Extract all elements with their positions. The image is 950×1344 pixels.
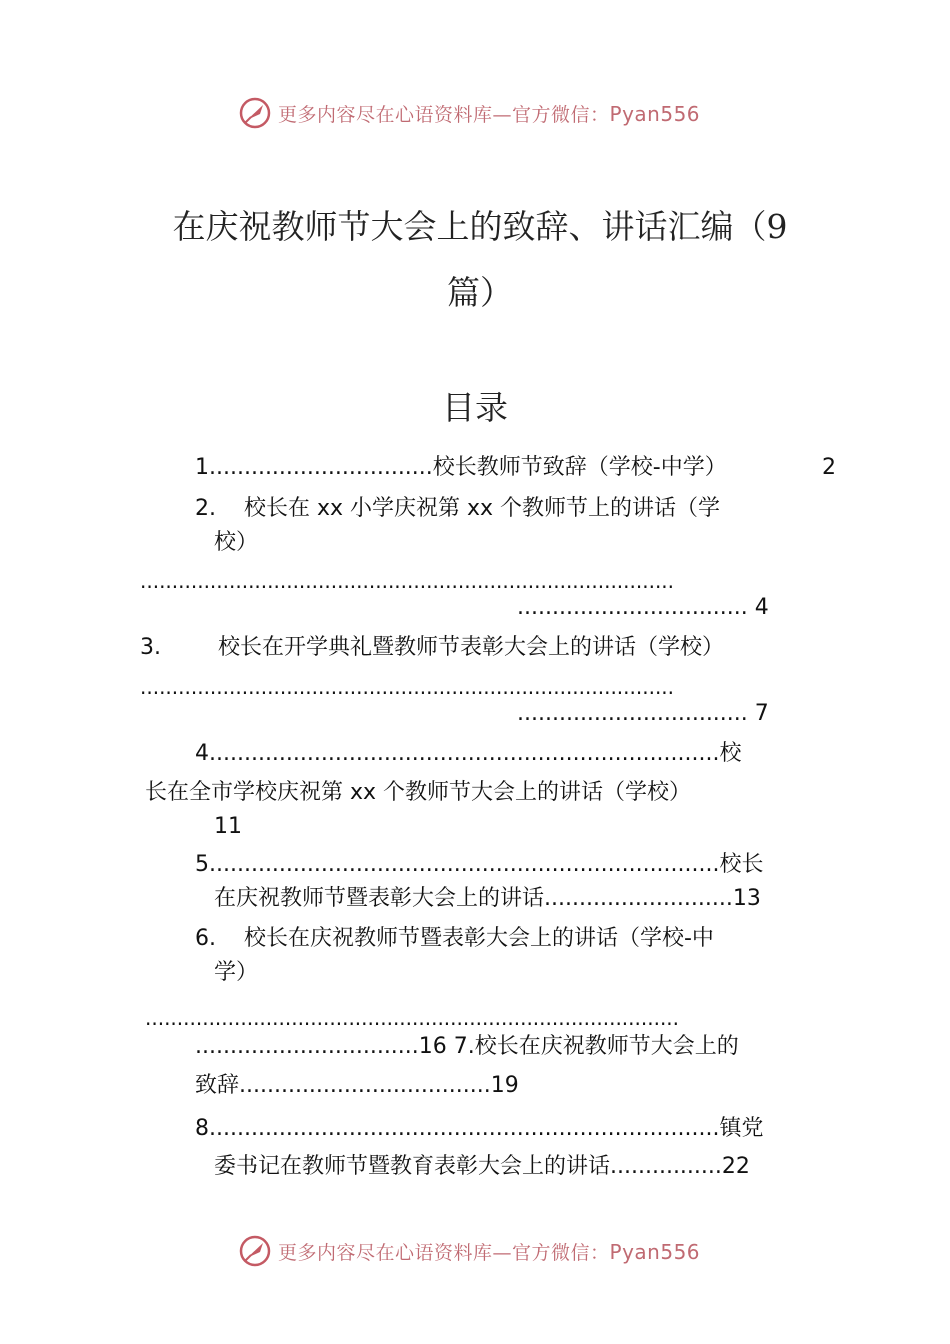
quill-logo-icon	[238, 1234, 272, 1268]
footer-banner	[0, 1232, 950, 1272]
toc-line[interactable]: 2. 校长在 xx 小学庆祝第 xx 个教师节上的讲话（学	[195, 496, 721, 521]
toc-line[interactable]: 3.	[140, 635, 161, 660]
toc-leader: ....................................................................................	[140, 569, 675, 593]
toc-heading: 目录	[442, 388, 508, 427]
toc-line[interactable]: 4.........................................................................校	[195, 741, 742, 766]
toc-line[interactable]: 8.........................................................................镇党	[195, 1116, 764, 1141]
toc-line[interactable]: 5.........................................................................校长	[195, 852, 764, 877]
toc-line[interactable]: 1................................校长教师节致辞（学校-中学）	[195, 455, 727, 480]
document-title	[150, 194, 810, 326]
banner-text: 更多内容尽在心语资料库—官方微信：Pyan556	[278, 102, 701, 126]
toc-line: 校）	[214, 530, 259, 555]
toc-line[interactable]: 在庆祝教师节暨表彰大会上的讲话...........................13	[214, 886, 761, 911]
toc-line[interactable]: ................................16 7.校长在庆祝教师节大会上的	[195, 1034, 739, 1059]
quill-logo-icon	[238, 96, 272, 130]
toc-line[interactable]: 致辞....................................19	[195, 1073, 519, 1098]
toc-line: ................................. 4	[517, 595, 769, 620]
toc-line: 学）	[214, 960, 259, 985]
toc-leader: ....................................................................................	[140, 675, 675, 699]
toc-page-number: 2	[822, 455, 836, 480]
header-banner	[0, 94, 950, 134]
toc-line[interactable]: 6. 校长在庆祝教师节暨表彰大会上的讲话（学校-中	[195, 926, 714, 951]
toc-line[interactable]: 校长在开学典礼暨教师节表彰大会上的讲话（学校）	[218, 635, 725, 660]
toc-leader: ....................................................................................	[145, 1006, 680, 1030]
toc-line: 11	[214, 814, 242, 839]
title-line-2: 篇）	[447, 273, 513, 312]
banner-text: 更多内容尽在心语资料库—官方微信：Pyan556	[278, 1240, 701, 1264]
toc-line[interactable]: 委书记在教师节暨教育表彰大会上的讲话................22	[214, 1154, 750, 1179]
title-line-1: 在庆祝教师节大会上的致辞、讲话汇编（9	[172, 207, 788, 246]
toc-line: ................................. 7	[517, 701, 769, 726]
toc-line[interactable]: 长在全市学校庆祝第 xx 个教师节大会上的讲话（学校）	[145, 780, 692, 805]
